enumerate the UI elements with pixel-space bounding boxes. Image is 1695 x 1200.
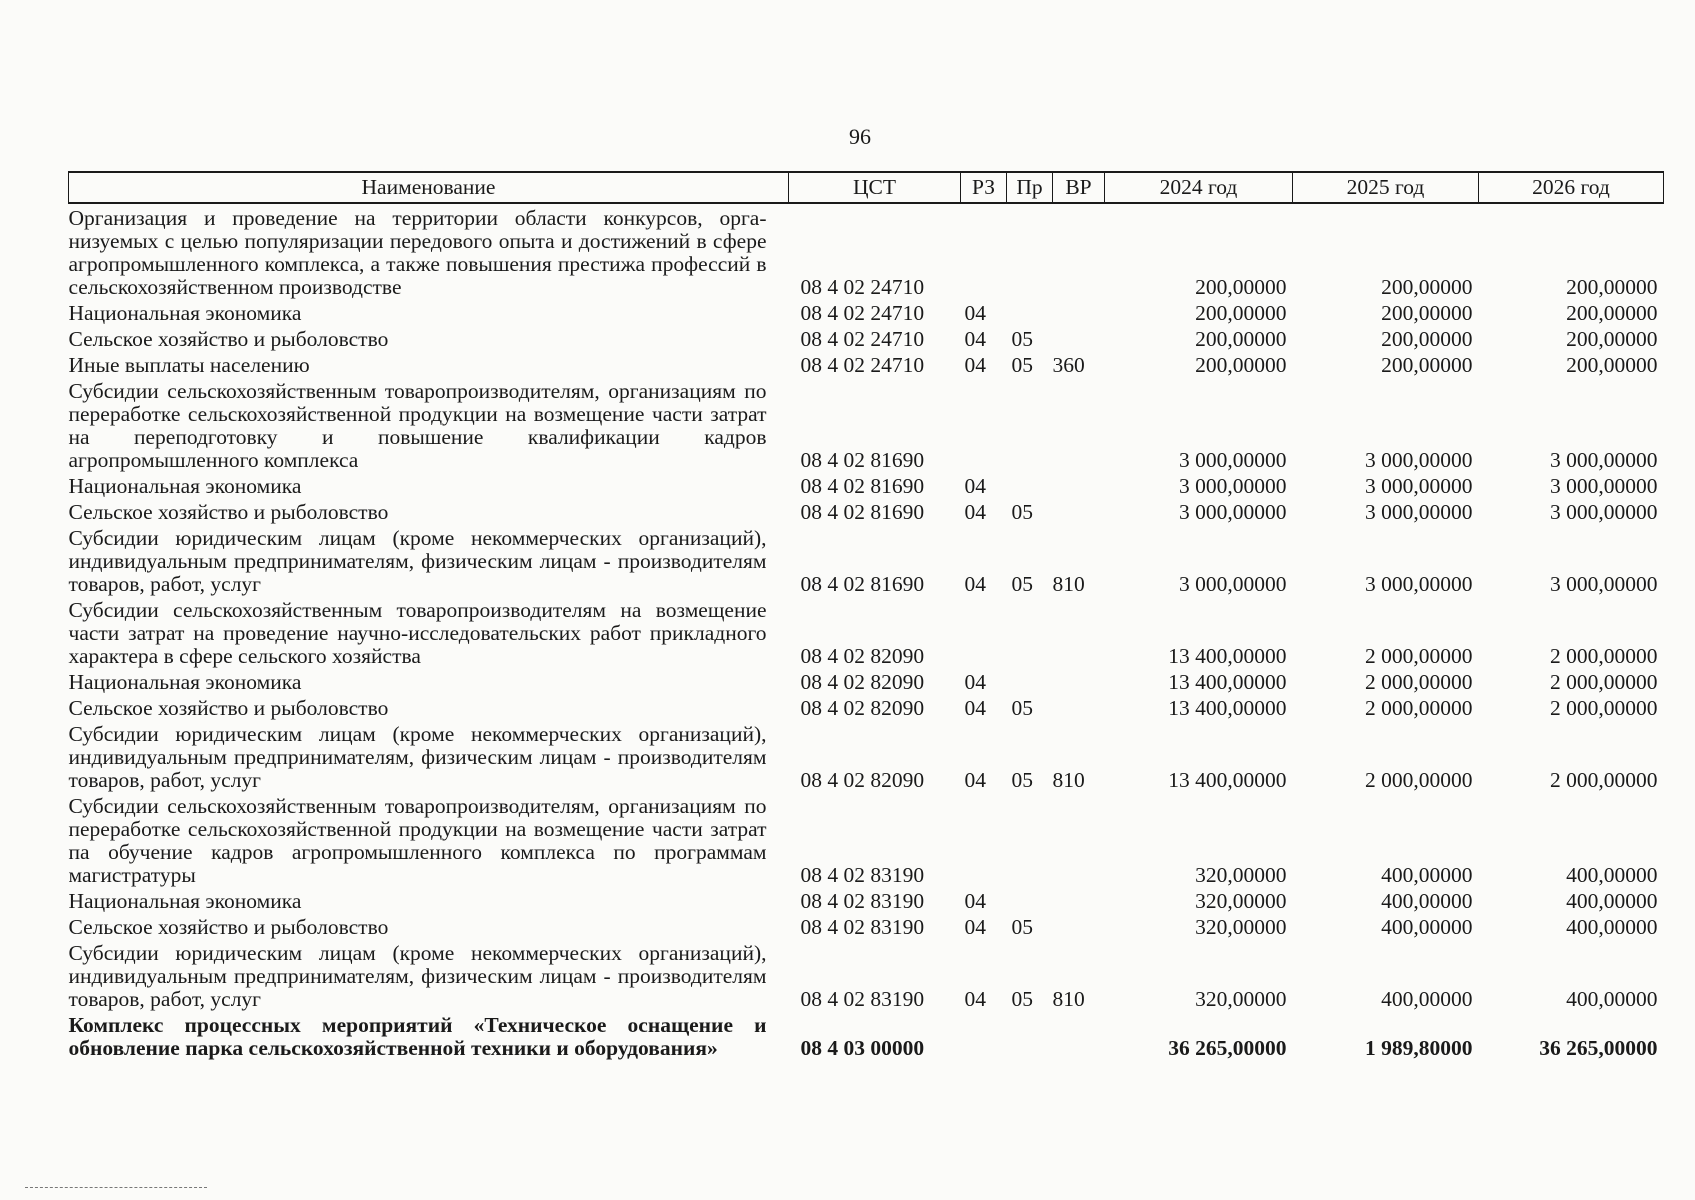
- cell-vr: [1053, 498, 1105, 524]
- cell-cst: 08 4 03 00000: [800, 1036, 925, 1060]
- cell-2024: 200,00000: [1195, 301, 1287, 325]
- cell-pr: [1007, 668, 1053, 694]
- cell-rz: [961, 1011, 1007, 1060]
- cell-2026: 36 265,00000: [1539, 1036, 1658, 1060]
- cell-pr: [1007, 472, 1053, 498]
- cell-cst: 08 4 02 24710: [800, 275, 925, 299]
- table-row: [69, 325, 1664, 351]
- cell-vr: 360: [1052, 353, 1085, 377]
- cell-pr: 05: [1011, 915, 1033, 939]
- cell-pr: 05: [1011, 987, 1033, 1011]
- cell-name: Сельское хозяйство и рыболовство: [68, 915, 389, 939]
- cell-rz: 04: [964, 915, 986, 939]
- cell-2024: 3 000,00000: [1179, 500, 1287, 524]
- cell-2025: 2 000,00000: [1365, 644, 1473, 668]
- cell-rz: 04: [964, 768, 986, 792]
- cell-name: Иные выплаты населению: [68, 353, 310, 377]
- cell-2025: 2 000,00000: [1365, 696, 1473, 720]
- cell-2026: 200,00000: [1566, 301, 1658, 325]
- cell-2025: 3 000,00000: [1365, 500, 1473, 524]
- cell-name: Национальная экономика: [68, 474, 302, 498]
- cell-2024: 3 000,00000: [1179, 572, 1287, 596]
- cell-vr: [1053, 377, 1105, 472]
- cell-rz: [961, 596, 1007, 668]
- cell-cst: 08 4 02 82090: [800, 696, 925, 720]
- cell-pr: [1007, 792, 1053, 887]
- cell-name: Сельское хозяйство и рыболовство: [68, 327, 389, 351]
- cell-2024: 200,00000: [1195, 353, 1287, 377]
- cell-2024: 320,00000: [1195, 889, 1287, 913]
- table-row: [69, 913, 1664, 939]
- cell-2024: 13 400,00000: [1168, 644, 1287, 668]
- cell-name: Национальная экономика: [68, 889, 302, 913]
- cell-vr: [1053, 694, 1105, 720]
- table-row: [69, 720, 1664, 792]
- cell-2024: 36 265,00000: [1168, 1036, 1287, 1060]
- table-row: [69, 351, 1664, 377]
- cell-2026: 200,00000: [1566, 327, 1658, 351]
- cell-rz: 04: [964, 696, 986, 720]
- cell-rz: 04: [964, 572, 986, 596]
- cell-cst: 08 4 02 83190: [800, 987, 925, 1011]
- header-cst: ЦСТ: [789, 172, 961, 203]
- cell-cst: 08 4 02 82090: [800, 644, 925, 668]
- cell-2024: 320,00000: [1195, 863, 1287, 887]
- cell-2026: 2 000,00000: [1550, 670, 1658, 694]
- cell-vr: [1053, 668, 1105, 694]
- cell-name: Организация и проведение на территории области конкурсов, организуемых с целью популяризации передового опыта и достижений в сфере агропромышленного комплекса, а также повышения престижа профессий в сельскохозяйственном производстве: [68, 206, 767, 299]
- table-row: [69, 596, 1664, 668]
- cell-rz: 04: [964, 889, 986, 913]
- cell-vr: 810: [1052, 572, 1085, 596]
- cell-rz: [961, 203, 1007, 299]
- table-row: [69, 887, 1664, 913]
- cell-2025: 1 989,80000: [1365, 1036, 1473, 1060]
- header-rz: РЗ: [961, 172, 1007, 203]
- cell-2024: 13 400,00000: [1168, 696, 1287, 720]
- cell-2025: 3 000,00000: [1365, 572, 1473, 596]
- cell-cst: 08 4 02 83190: [800, 915, 925, 939]
- cell-vr: [1053, 1011, 1105, 1060]
- cell-cst: 08 4 02 83190: [800, 863, 925, 887]
- cell-2026: 400,00000: [1566, 987, 1658, 1011]
- cell-name: Субсидии юридическим лицам (кроме некоммерческих организаций), индивидуальным предпринимателям, физическим лицам - производителям товаров, работ, услуг: [68, 526, 767, 596]
- cell-name: Субсидии сельскохозяйственным товаропроизводителям на возмещение части затрат на проведение научно-исследовательских работ прикладного характера в сфере сельского хозяйства: [68, 598, 767, 668]
- table-row: [69, 299, 1664, 325]
- cell-2024: 320,00000: [1195, 987, 1287, 1011]
- cell-2026: 3 000,00000: [1550, 474, 1658, 498]
- cell-vr: 810: [1052, 987, 1085, 1011]
- table-row: [69, 472, 1664, 498]
- cell-2026: 400,00000: [1566, 863, 1658, 887]
- cell-rz: 04: [964, 670, 986, 694]
- table-body: [69, 203, 1664, 1060]
- cell-name: Субсидии юридическим лицам (кроме некоммерческих организаций), индивидуальным предпринимателям, физическим лицам - производителям товаров, работ, услуг: [68, 941, 767, 1011]
- cell-name: Национальная экономика: [68, 301, 302, 325]
- cell-2024: 3 000,00000: [1179, 474, 1287, 498]
- table-row: [69, 1011, 1664, 1060]
- cell-cst: 08 4 02 82090: [800, 768, 925, 792]
- header-pr: Пр: [1007, 172, 1053, 203]
- cell-name: Субсидии юридическим лицам (кроме некоммерческих организаций), индивидуальным предпринимателям, физическим лицам - производителям товаров, работ, услуг: [68, 722, 767, 792]
- cell-vr: [1053, 472, 1105, 498]
- cell-pr: 05: [1011, 353, 1033, 377]
- header-name: Наименование: [69, 172, 789, 203]
- cell-cst: 08 4 02 24710: [800, 353, 925, 377]
- header-2026: 2026 год: [1479, 172, 1664, 203]
- cell-2026: 3 000,00000: [1550, 572, 1658, 596]
- cell-2026: 200,00000: [1566, 275, 1658, 299]
- cell-rz: 04: [964, 353, 986, 377]
- cell-vr: 810: [1052, 768, 1085, 792]
- cell-2025: 400,00000: [1381, 863, 1473, 887]
- cell-2024: 200,00000: [1195, 327, 1287, 351]
- cell-2024: 200,00000: [1195, 275, 1287, 299]
- cell-2026: 3 000,00000: [1550, 500, 1658, 524]
- cell-pr: [1007, 1011, 1053, 1060]
- table-row: [69, 694, 1664, 720]
- cell-2025: 200,00000: [1381, 275, 1473, 299]
- table-row: [69, 203, 1664, 299]
- cell-rz: 04: [964, 327, 986, 351]
- cell-cst: 08 4 02 83190: [800, 889, 925, 913]
- cell-pr: [1007, 299, 1053, 325]
- cell-cst: 08 4 02 81690: [800, 474, 925, 498]
- cell-rz: 04: [964, 500, 986, 524]
- cell-2025: 3 000,00000: [1365, 448, 1473, 472]
- cell-cst: 08 4 02 81690: [800, 448, 925, 472]
- cell-2025: 2 000,00000: [1365, 670, 1473, 694]
- cell-2026: 2 000,00000: [1550, 768, 1658, 792]
- cell-2025: 2 000,00000: [1365, 768, 1473, 792]
- cell-2025: 200,00000: [1381, 353, 1473, 377]
- cell-vr: [1053, 596, 1105, 668]
- cell-pr: [1007, 203, 1053, 299]
- cell-2026: 3 000,00000: [1550, 448, 1658, 472]
- cell-name: Субсидии сельскохозяйственным товаропроизводителям, организациям по переработке сельскохозяйственной продукции на возмещение части затрат па обучение кадров агропромышленного комплекса по программам магистратуры: [68, 794, 767, 887]
- cell-vr: [1053, 325, 1105, 351]
- page-number: 96: [849, 124, 871, 149]
- cell-2025: 400,00000: [1381, 915, 1473, 939]
- cell-cst: 08 4 02 81690: [800, 572, 925, 596]
- cell-2025: 200,00000: [1381, 327, 1473, 351]
- cell-rz: 04: [964, 987, 986, 1011]
- cell-2024: 3 000,00000: [1179, 448, 1287, 472]
- cell-rz: [961, 792, 1007, 887]
- cell-rz: 04: [964, 301, 986, 325]
- table-row: [69, 668, 1664, 694]
- footer-rule: [25, 1187, 207, 1188]
- cell-vr: [1053, 203, 1105, 299]
- cell-2024: 320,00000: [1195, 915, 1287, 939]
- cell-2025: 400,00000: [1381, 889, 1473, 913]
- table-row: [69, 939, 1664, 1011]
- cell-name: Национальная экономика: [68, 670, 302, 694]
- header-2024: 2024 год: [1105, 172, 1293, 203]
- table-header: [69, 172, 1664, 203]
- cell-vr: [1053, 913, 1105, 939]
- cell-2026: 2 000,00000: [1550, 696, 1658, 720]
- cell-name: Комплекс процессных мероприятий «Техническое оснащение и обновление парка сельскохозяйственной техники и оборудования»: [68, 1013, 767, 1060]
- header-vr: ВР: [1053, 172, 1105, 203]
- table-row: [69, 524, 1664, 596]
- cell-vr: [1053, 792, 1105, 887]
- cell-name: Сельское хозяйство и рыболовство: [68, 696, 389, 720]
- cell-2025: 3 000,00000: [1365, 474, 1473, 498]
- cell-pr: 05: [1011, 500, 1033, 524]
- table-row: [69, 792, 1664, 887]
- table-row: [69, 377, 1664, 472]
- cell-2026: 2 000,00000: [1550, 644, 1658, 668]
- cell-name: Сельское хозяйство и рыболовство: [68, 500, 389, 524]
- cell-pr: 05: [1011, 327, 1033, 351]
- cell-2025: 200,00000: [1381, 301, 1473, 325]
- cell-vr: [1053, 887, 1105, 913]
- cell-vr: [1053, 299, 1105, 325]
- cell-2024: 13 400,00000: [1168, 768, 1287, 792]
- cell-2026: 200,00000: [1566, 353, 1658, 377]
- header-2025: 2025 год: [1293, 172, 1479, 203]
- cell-rz: [961, 377, 1007, 472]
- cell-rz: 04: [964, 474, 986, 498]
- cell-cst: 08 4 02 82090: [800, 670, 925, 694]
- cell-pr: 05: [1011, 768, 1033, 792]
- table-row: [69, 498, 1664, 524]
- cell-cst: 08 4 02 24710: [800, 301, 925, 325]
- cell-pr: [1007, 887, 1053, 913]
- cell-pr: 05: [1011, 572, 1033, 596]
- cell-2025: 400,00000: [1381, 987, 1473, 1011]
- cell-cst: 08 4 02 81690: [800, 500, 925, 524]
- cell-2024: 13 400,00000: [1168, 670, 1287, 694]
- cell-2026: 400,00000: [1566, 889, 1658, 913]
- cell-2026: 400,00000: [1566, 915, 1658, 939]
- cell-pr: [1007, 377, 1053, 472]
- cell-pr: [1007, 596, 1053, 668]
- cell-cst: 08 4 02 24710: [800, 327, 925, 351]
- cell-name: Субсидии сельскохозяйственным товаропроизводителям, организациям по переработке сельскохозяйственной продукции на возмещение части затрат на переподготовку и повышение квалификации кадров агропромышленного комплекса: [68, 379, 767, 472]
- budget-table: [68, 171, 1664, 1060]
- cell-pr: 05: [1011, 696, 1033, 720]
